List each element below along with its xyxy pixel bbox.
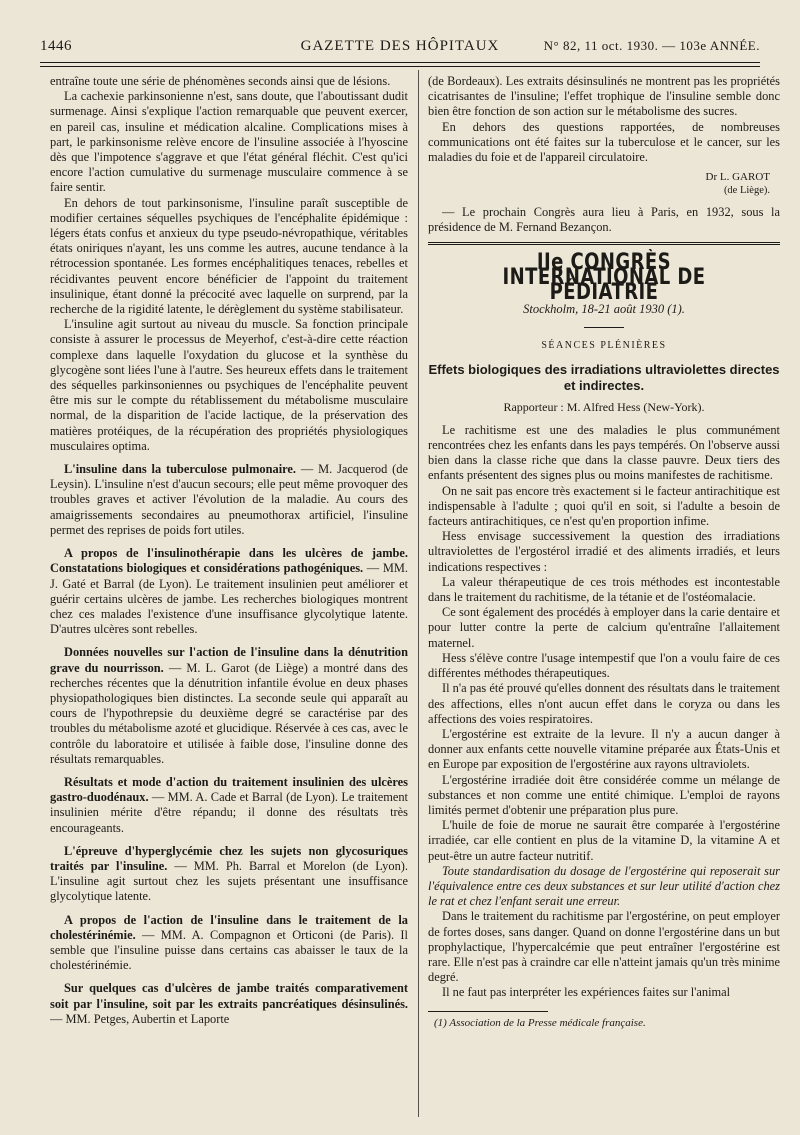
congress-title: IIe CONGRÈS INTERNATIONAL DE PÉDIATRIE [502,249,706,306]
communication-summary: Le traitement insulinien mérite d'être répandu; il donne des résultats très encourageants. [50,790,408,835]
paragraph: (de Bordeaux). Les extraits désinsulinés ne montrent pas les propriétés cicatrisantes de l'insuline; l'effet trophique de l'insuline semble donc bien être fonction de son action sur le métabolisme des sucres. [428,74,780,119]
footnote-rule [428,1011,548,1012]
communication-summary: a montré dans des recherches récentes que la dénutrition infantile évolue en deux phases physiopathologiques bien distinctes. La seconde seule qui apparaît au cours de l'hypothrepsie du deuxième degré se caractérise par des troubles du métabolisme azoté et glucidique. Réservée à ces cas, avec le contrôle du laboratoire et utilisée à faible dose, l'insuline donne des résultats remarquables. [50,660,409,766]
paragraph: Le rachitisme est une des maladies le plus communément rencontrées chez les enfants dans les pays tempérés. On l'observe aussi bien dans la classe riche que dans la classe pauvre. Deux tiers des enfants présentent des signes plus ou moins manifestes de rachitisme. [428,422,780,483]
paragraph: L'ergostérine irradiée doit être considérée comme un mélange de substances et non comme une entité chimique. L'emploi de rayons limités permet d'obtenir une préparation plus pure. [428,772,780,817]
topic-heading: Effets biologiques des irradiations ultraviolettes directes et indirectes. [428,361,780,393]
communication [50,844,408,905]
communication-authors: — MM. Petges, Aubertin et Laporte [50,1011,230,1026]
communication-title: Sur quelques cas d'ulcères de jambe traités comparativement soit par l'insuline, soit par les extraits pancréatiques désinsulinés. [50,981,408,1011]
communication [50,546,408,637]
paragraph: L'ergostérine est extraite de la levure. Il n'y a aucun danger à donner aux enfants cette nouvelle vitamine préparée aux États-Unis et en Europe par exposition de l'ergostérine aux rayons ultraviolets. [428,726,780,772]
communication-authors: — MM. A. Compagnon et Orticoni (de Paris). [135,927,395,942]
congress-place: Stockholm, 18-21 août 1930 (1). [523,302,685,317]
communication [50,775,408,836]
report-body [428,423,780,1001]
communication-authors: — M. L. Garot (de Liège) [163,660,308,675]
column-divider [418,70,419,1117]
right-column [428,74,780,1031]
sessions-heading: SÉANCES PLÉNIÈRES [541,340,667,352]
communication [50,462,408,538]
communication-authors: — M. Jacquerod (de Leysin). [50,462,408,492]
communication [50,913,408,974]
rapporteur: Rapporteur : M. Alfred Hess (New-York). [503,399,705,414]
communication-title: L'insuline dans la tuberculose pulmonaire. [64,462,297,477]
paragraph: La cachexie parkinsonienne n'est, sans doute, que l'aboutissant dudit surmenage. Ainsi s'explique l'action remarquable que peuvent exercer, en pareil cas, insuline et médication alcaline. Complications mises à part, le parkinsonisme relève encore de l'insuline associée à l'hyoscine dès que l'impotence s'aggrave et que l'état général fléchit. C'est qu'ici encore l'action cumulative du surmenage musculaire commence à se faire sentir. [50,89,408,195]
paragraph: Hess envisage successivement la question des irradiations ultraviolettes de l'ergostérol irradié et des aliments irradiés, et leurs indications respectives : [428,529,780,574]
section-rule-top [428,242,780,243]
communication-summary: Il semble que l'insuline puisse dans certains cas abaisser le taux de la cholestérinémie. [50,927,408,973]
congress-announcement: — Le prochain Congrès aura lieu à Paris, en 1932, sous la présidence de M. Fernand Bezançon. [428,205,780,235]
communication-title: A propos de l'action de l'insuline dans le traitement de la cholestérinémie. [50,912,408,942]
communication-title: Résultats et mode d'action du traitement insulinien des ulcères gastro-duodénaux. [50,774,408,805]
paragraph: L'huile de foie de morue ne saurait être comparée à l'ergostérine irradiée, car elle contient en plus de la vitamine D, la vitamine A et peut-être un autre facteur nutritif. [428,818,780,863]
communication-title: A propos de l'insulinothérapie dans les ulcères de jambe. Constatations biologiques et considérations pathogéniques. [50,546,408,576]
paragraph: En dehors de tout parkinsonisme, l'insuline paraît susceptible de modifier certaines séquelles psychiques de l'encéphalite épidémique : légers états confus et anxieux du type pseudo-névropathique, véritables états oniriques n'ayant, les uns comme les autres, aucune tendance à la rétrocession spontanée. Les formes encéphalitiques tenaces, rebelles et récidivantes peuvent encore bénéficier de l'appoint du traitement insulinique, étant donné la précocité avec laquelle on surprend, par la recherche de la rigidité latente, le dérèglement du système stabilisateur. [50,195,408,317]
paragraph: Hess s'élève contre l'usage intempestif que l'on a voulu faire de ces différentes méthodes thérapeutiques. [428,650,780,681]
paragraph: Dans le traitement du rachitisme par l'ergostérine, on peut employer de fortes doses, sans danger. Quand on donne l'ergostérine dans un but prophylactique, l'hypercalcémie que peut entraîner l'ergostérine est rare. Elle n'est pas à craindre car elle n'atteint jamais qu'un très minime degré. [428,909,780,985]
paragraph: Ce sont également des procédés à employer dans la carie dentaire et pour lutter contre la perte de calcium qu'entraîne l'allaitement maternel. [428,605,780,650]
paragraph: En dehors des questions rapportées, de nombreuses communications ont été faites sur la tuberculose et le cancer, sur les maladies du foie et de l'appareil circulatoire. [428,119,780,165]
signature [428,171,770,197]
paragraph: Il n'a pas été prouvé qu'elles donnent des résultats dans le traitement des affections, elles n'ont aucun effet dans le coryza ou dans les affections des voies respiratoires. [428,681,780,726]
journal-title: GAZETTE DES HÔPITAUX [300,38,500,54]
paragraph: Il ne faut pas interpréter les expériences faites sur l'animal [442,985,731,1000]
right-column-continuation [428,74,780,165]
signature-affiliation: (de Liège). [723,185,770,197]
communication-title: Données nouvelles sur l'action de l'insuline dans la dénutrition grave du nourrisson. [50,645,408,675]
short-rule [584,327,624,328]
signature-name: Dr L. GAROT [705,171,770,184]
communication [50,981,408,1027]
section-rule-bottom [428,244,780,245]
communication-authors: — MM. Ph. Barral et Morelon (de Lyon). [167,858,408,873]
paragraph: entraîne toute une série de phénomènes seconds ainsi que de lésions. [50,74,391,88]
communication [50,645,408,767]
left-column [50,74,408,1027]
communication-authors: — MM. A. Cade et Barral (de Lyon). [148,790,339,805]
paragraph: Toute standardisation du dosage de l'ergostérine qui reposerait sur l'équivalence entre ces deux substances et sur leur utilité d'action chez le rat et chez l'enfant serait une erreur. [428,863,780,909]
communication-summary: L'insuline n'est d'aucun secours; elle peut même provoquer des troubles graves et activer l'évolution de la maladie. Au cours des amaigrissements secondaires au pneumothorax artificiel, l'insuline permet des reprises de poids fort utiles. [50,477,408,537]
communication-summary: Le traitement insulinien peut améliorer et guérir certains ulcères de jambe. Les recherches biologiques montrent chez ces malades l'existence d'une insuffisance glycolytique latente. D'autres ulcères sont rebelles. [50,576,409,637]
communication-summary: L'insuline agit surtout chez les sujets présentant une insuffisance glycolytique latente. [50,874,408,904]
page-number: 1446 [40,38,72,54]
paragraph: On ne sait pas encore très exactement si le facteur antirachitique est indispensable à l'adulte ; quoi qu'il en soit, si l'adulte a besoin de facteurs antirachitiques, ce n'est qu'en proportion infime. [428,483,780,529]
paragraph: L'insuline agit surtout au niveau du muscle. Sa fonction principale consiste à assurer le processus de Meyerhof, c'est-à-dire cette réaction complexe dans laquelle l'oxydation du glucose et la synthèse du glycogène sont liées l'une à l'autre. Ses heureux effets dans le traitement des séquelles parkinsoniennes ou psychiques de l'encéphalite peuvent être mis sur le compte du rétablissement du métabolisme musculaire normal, de la disparition de l'acide lactique, de la préservation des matières protéiques, de la récupération des propriétés physiologiques musculaires optima. [50,317,408,453]
paragraph: La valeur thérapeutique de ces trois méthodes est incontestable dans le traitement du rachitisme, de la tétanie et de l'ostéomalacie. [428,574,780,605]
header-rule-top [40,62,760,63]
communication-authors: — MM. J. Gaté et Barral (de Lyon). [50,561,409,591]
page-header [40,38,760,62]
communication-title: L'épreuve d'hyperglycémie chez les sujets non glycosuriques traités par l'insuline. [50,843,408,873]
header-rule-bottom [40,66,760,67]
footnote: (1) Association de la Presse médicale française. [434,1016,646,1029]
issue-info: N° 82, 11 oct. 1930. — 103e ANNÉE. [543,38,760,53]
